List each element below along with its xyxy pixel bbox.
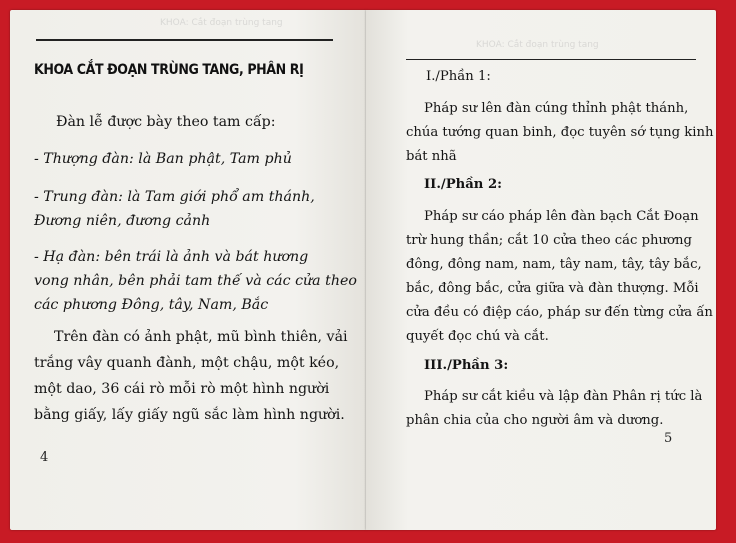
list-item-trung-dan-line1: - Trung đàn: là Tam giới phổ am thánh, <box>34 189 315 205</box>
section-heading-2: II./Phần 2: <box>424 177 503 192</box>
section2-line: Pháp sư cáo pháp lên đàn bạch Cắt Đoạn <box>424 209 699 224</box>
section3-line: phân chia của cho người âm và dương. <box>406 413 664 428</box>
paragraph-line: bằng giấy, lấy giấy ngũ sắc làm hình người. <box>34 407 345 423</box>
list-item-ha-dan-line2: vong nhân, bên phải tam thế và các cửa theo <box>34 273 357 289</box>
paragraph-line: trắng vây quanh đành, một chậu, một kéo, <box>34 355 340 371</box>
left-header-rule <box>36 39 333 41</box>
list-item-thuong-dan: - Thượng đàn: là Ban phật, Tam phủ <box>34 151 292 167</box>
section2-line: trừ hung thần; cắt 10 cửa theo các phương <box>406 233 692 248</box>
section2-line: cửa đều có điệp cáo, pháp sư đến từng cửa ấn <box>406 305 713 320</box>
right-header-rule <box>406 59 696 60</box>
page-number-left: 4 <box>40 450 49 465</box>
right-header-ghost: KHOA: Cắt đoạn trùng tang <box>476 40 599 50</box>
paragraph-line: một dao, 36 cái rò mỗi rò một hình người <box>34 381 330 397</box>
section2-line: đông, đông nam, nam, tây nam, tây, tây bắc, <box>406 257 702 272</box>
left-page <box>10 10 366 530</box>
section-heading-1: I./Phần 1: <box>426 69 491 84</box>
section1-line: bát nhã <box>406 149 457 164</box>
section2-line: quyết đọc chú và cắt. <box>406 329 549 344</box>
section1-line: chúa tướng quan binh, đọc tuyên sớ tụng kinh <box>406 125 714 140</box>
list-item-ha-dan-line1: - Hạ đàn: bên trái là ảnh và bát hương <box>34 249 309 265</box>
page-title: KHOA CẮT ĐOẠN TRÙNG TANG, PHÂN RỊ <box>34 62 304 78</box>
paragraph-line: Trên đàn có ảnh phật, mũ bình thiên, vải <box>54 329 348 345</box>
list-item-trung-dan-line2: Đương niên, đương cảnh <box>34 213 211 229</box>
intro-text: Đàn lễ được bày theo tam cấp: <box>56 114 276 130</box>
list-item-ha-dan-line3: các phương Đông, tây, Nam, Bắc <box>34 297 269 313</box>
section-heading-3: III./Phần 3: <box>424 358 509 373</box>
section2-line: bắc, đông bắc, cửa giữa và đàn thượng. Mỗi <box>406 281 699 296</box>
section3-line: Pháp sư cắt kiều và lập đàn Phân rị tức là <box>424 389 703 404</box>
page-number-right: 5 <box>664 431 673 446</box>
right-page <box>366 10 716 530</box>
section1-line: Pháp sư lên đàn cúng thỉnh phật thánh, <box>424 101 689 116</box>
left-header-ghost: KHOA: Cắt đoạn trùng tang <box>160 18 283 28</box>
